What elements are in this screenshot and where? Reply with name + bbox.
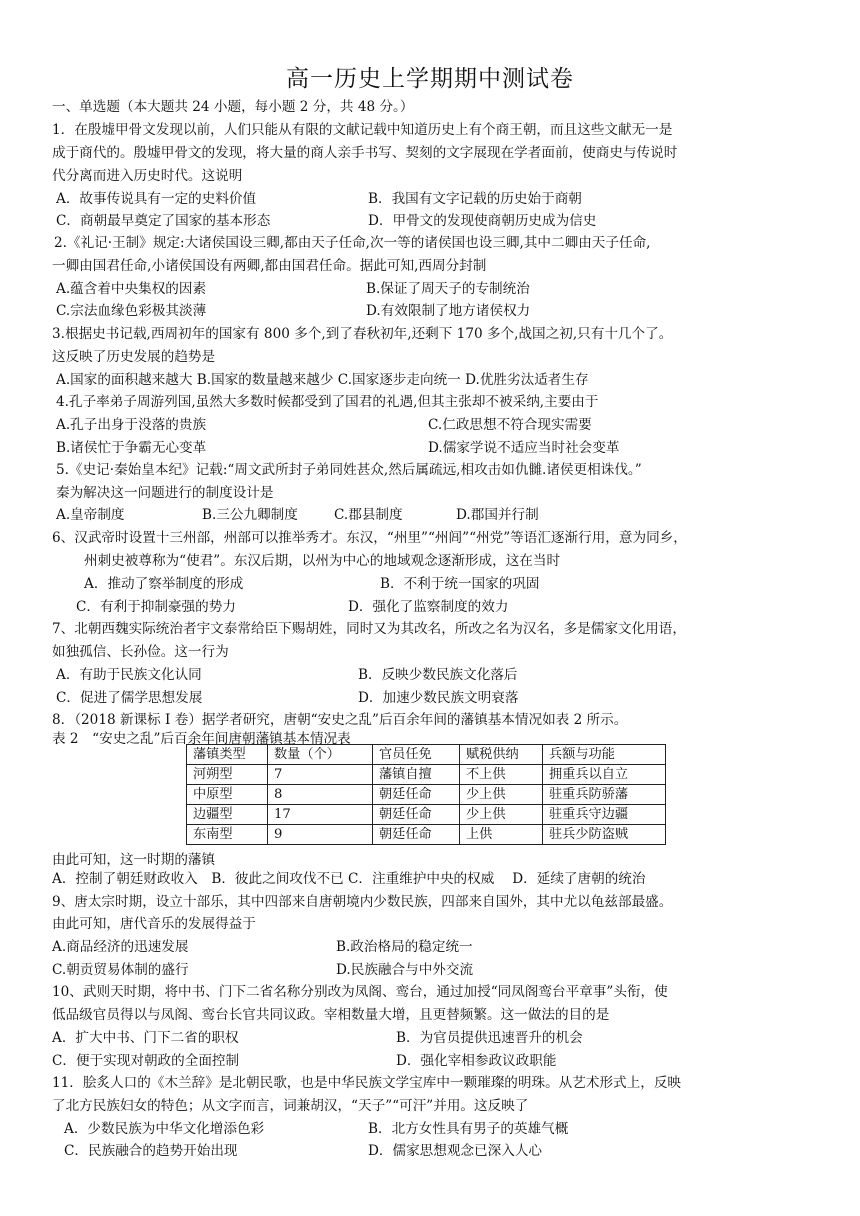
q6-option-b: B．不利于统一国家的巩固: [380, 576, 540, 592]
table-cell: 少上供: [460, 805, 543, 825]
q11-line: 了北方民族妇女的特色；从文字而言，词兼胡汉，“天子”“可汗”并用。这反映了: [52, 1098, 529, 1114]
q6-line: 6、汉武帝时设置十三州部，州部可以推举秀才。东汉，“州里”“州闾”“州党”等语汇逐渐行用，意为同乡，: [52, 530, 687, 546]
table-cell: 7: [268, 765, 373, 785]
q10-option-b: B．为官员提供迅速晋升的机会: [396, 1030, 583, 1046]
q1-line: 代分离而进入历史时代。这说明: [52, 168, 243, 184]
table-cell: 9: [268, 825, 373, 845]
table-cell: 藩镇自擅: [373, 765, 460, 785]
tang-fanzhen-table: [186, 744, 666, 845]
q3-options: A.国家的面积越来越大 B.国家的数量越来越少 C.国家逐步走向统一 D.优胜劣汰适者生存: [56, 372, 589, 388]
q2-option-a: A.蕴含着中央集权的因素: [56, 281, 207, 297]
table-cell: 不上供: [460, 765, 543, 785]
q9-option-a: A.商品经济的迅速发展: [52, 939, 189, 955]
q5-line: 5.《史记·秦始皇本纪》记载:“周文武所封子弟同姓甚众,然后属疏远,相攻击如仇雠.诸侯更相诛伐。”: [56, 462, 642, 478]
table-header-cell: 赋税供纳: [460, 745, 543, 765]
q4-option-a: A.孔子出身于没落的贵族: [56, 417, 207, 433]
table-cell: 驻重兵防骄藩: [543, 785, 666, 805]
q9-line: 由此可知，唐代音乐的发展得益于: [52, 916, 256, 932]
q9-line: 9、唐太宗时期，设立十部乐，其中四部来自唐朝境内少数民族，四部来自国外，其中尤以龟兹部最盛。: [52, 894, 673, 910]
q2-option-d: D.有效限制了地方诸侯权力: [366, 303, 531, 319]
table-header-row: [187, 745, 666, 765]
q9-option-d: D.民族融合与中外交流: [336, 962, 474, 978]
table-cell: 拥重兵以自立: [543, 765, 666, 785]
q5-option-a: A.皇帝制度: [56, 507, 125, 523]
table-cell: 朝廷任命: [373, 825, 460, 845]
table-cell: 河朔型: [187, 765, 268, 785]
section-heading: 一、单选题（本大题共 24 小题，每小题 2 分，共 48 分。）: [52, 99, 414, 115]
table-caption: 表 2 “安史之乱”后百余年间唐朝藩镇基本情况表: [52, 731, 351, 747]
q1-option-d: D．甲骨文的发现使商朝历史成为信史: [368, 213, 597, 229]
table-cell: 朝廷任命: [373, 805, 460, 825]
table-cell: 朝廷任命: [373, 785, 460, 805]
q10-option-d: D．强化宰相参政议政职能: [396, 1053, 557, 1069]
q7-line: 7、北朝西魏实际统治者宇文泰常给臣下赐胡姓，同时又为其改名，所改之名为汉名，多是儒家文化用语，: [52, 621, 686, 637]
q6-line: 州刺史被尊称为“使君”。东汉后期，以州为中心的地域观念逐渐形成，这在当时: [84, 553, 561, 569]
q4-option-c: C.仁政思想不符合现实需要: [428, 417, 592, 433]
table-cell: 上供: [460, 825, 543, 845]
q1-line: 1．在殷墟甲骨文发现以前，人们只能从有限的文献记载中知道历史上有个商王朝，而且这些文献无一是: [52, 122, 673, 138]
q9-option-c: C.朝贡贸易体制的盛行: [52, 962, 189, 978]
table-row: [187, 785, 666, 805]
q10-option-a: A．扩大中书、门下二省的职权: [52, 1030, 239, 1046]
table-cell: 边疆型: [187, 805, 268, 825]
q2-option-c: C.宗法血缘色彩极其淡薄: [56, 303, 207, 319]
q6-option-d: D．强化了监察制度的效力: [348, 599, 509, 615]
q5-line: 秦为解决这一问题进行的制度设计是: [56, 485, 274, 501]
q2-line: 一卿由国君任命,小诸侯国设有两卿,都由国君任命。据此可知,西周分封制: [52, 258, 487, 274]
q2-line: 2.《礼记·王制》规定:大诸侯国设三卿,都由天子任命,次一等的诸侯国也设三卿,其中二卿由天子任命,: [54, 235, 651, 251]
table-header-cell: 官员任免: [373, 745, 460, 765]
q7-option-a: A．有助于民族文化认同: [56, 667, 202, 683]
q8-stem-end: 由此可知，这一时期的藩镇: [52, 852, 216, 868]
q3-line: 这反映了历史发展的趋势是: [52, 349, 216, 365]
table-cell: 中原型: [187, 785, 268, 805]
q5-option-b: B.三公九卿制度: [202, 507, 298, 523]
q9-option-b: B.政治格局的稳定统一: [336, 939, 473, 955]
q1-option-c: C．商朝最早奠定了国家的基本形态: [56, 213, 271, 229]
q11-option-a: A．少数民族为中华文化增添色彩: [64, 1121, 265, 1137]
table-cell: 东南型: [187, 825, 268, 845]
q4-option-b: B.诸侯忙于争霸无心变革: [56, 440, 207, 456]
table-header-cell: 数量（个）: [268, 745, 373, 765]
table-row: [187, 825, 666, 845]
q10-line: 10、武则天时期，将中书、门下二省名称分别改为凤阁、鸾台，通过加授“同凤阁鸾台平章事”头衔，使: [52, 984, 668, 1000]
q7-option-b: B．反映少数民族文化落后: [358, 667, 518, 683]
q11-line: 11．脍炙人口的《木兰辞》是北朝民歌，也是中华民族文学宝库中一颗璀璨的明珠。从艺术形式上，反映: [52, 1075, 682, 1091]
table-cell: 17: [268, 805, 373, 825]
table-cell: 少上供: [460, 785, 543, 805]
q5-option-d: D.郡国并行制: [456, 507, 539, 523]
q8-line: 8．（2018 新课标 I 卷）据学者研究，唐朝“安史之乱”后百余年间的藩镇基本情况如表 2 所示。: [52, 712, 628, 728]
table-row: [187, 805, 666, 825]
q11-option-b: B．北方女性具有男子的英雄气概: [368, 1121, 569, 1137]
q7-line: 如独孤信、长孙俭。这一行为: [52, 644, 229, 660]
table-header-cell: 藩镇类型: [187, 745, 268, 765]
q7-option-d: D．加速少数民族文明衰落: [358, 690, 519, 706]
q7-option-c: C．促进了儒学思想发展: [56, 690, 203, 706]
q1-line: 成于商代的。殷墟甲骨文的发现，将大量的商人亲手书写、契刻的文字展现在学者面前，使商史与传说时: [52, 145, 678, 161]
q6-option-c: C．有利于抑制豪强的势力: [76, 599, 236, 615]
q5-option-c: C.郡县制度: [334, 507, 403, 523]
q2-option-b: B.保证了周天子的专制统治: [366, 281, 530, 297]
exam-title: 高一历史上学期期中测试卷: [286, 66, 574, 92]
q4-line: 4.孔子率弟子周游列国,虽然大多数时候都受到了国君的礼遇,但其主张却不被采纳,主要由于: [56, 394, 599, 410]
q1-option-b: B．我国有文字记载的历史始于商朝: [368, 191, 582, 207]
q3-line: 3.根据史书记载,西周初年的国家有 800 多个,到了春秋初年,还剩下 170 多个,战国之初,只有十几个了。: [52, 326, 673, 342]
table-row: [187, 765, 666, 785]
q10-option-c: C．便于实现对朝政的全面控制: [52, 1053, 240, 1069]
q4-option-d: D.儒家学说不适应当时社会变革: [428, 440, 620, 456]
q10-line: 低品级官员得以与凤阁、鸾台长官共同议政。宰相数量大增，且更替频繁。这一做法的目的是: [52, 1007, 610, 1023]
q11-option-d: D．儒家思想观念已深入人心: [368, 1143, 543, 1159]
table-cell: 驻重兵守边疆: [543, 805, 666, 825]
q1-option-a: A．故事传说具有一定的史料价值: [56, 191, 257, 207]
q8-options: A．控制了朝廷财政收入 B．彼此之间攻伐不已 C．注重维护中央的权威 D．延续了唐朝的统治: [52, 871, 646, 887]
table-cell: 驻兵少防盗贼: [543, 825, 666, 845]
table-cell: 8: [268, 785, 373, 805]
q6-option-a: A．推动了察举制度的形成: [84, 576, 244, 592]
q11-option-c: C．民族融合的趋势开始出现: [64, 1143, 238, 1159]
table-header-cell: 兵额与功能: [543, 745, 666, 765]
